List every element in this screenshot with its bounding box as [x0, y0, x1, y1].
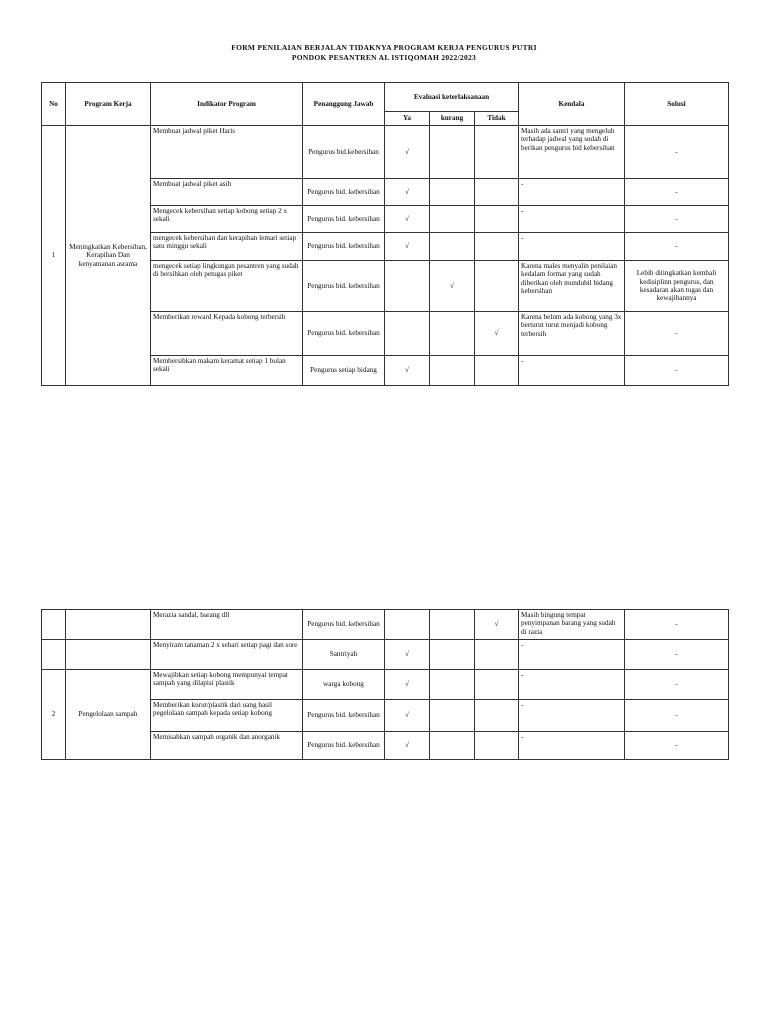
header-row [42, 83, 729, 112]
penanggung-jawab-cell: Pengurus bid. kebersihan [303, 261, 385, 312]
solusi-cell: - [625, 179, 729, 206]
kendala-cell: - [519, 356, 625, 386]
evaluation-table-page1 [41, 82, 729, 386]
kurang-check-cell [430, 312, 475, 356]
ya-check-cell [385, 312, 430, 356]
ya-check-cell: √ [385, 732, 430, 760]
header-penanggung-jawab: Penanggung Jawab [303, 83, 385, 126]
kendala-cell: - [519, 700, 625, 732]
penanggung-jawab-cell: warga kobong [303, 670, 385, 700]
program-kerja-cell: Pengelolaan sampah [66, 670, 151, 760]
tidak-check-cell [475, 233, 519, 261]
indikator-cell: Mengecek kebersihan setiap kobong setiap 2 x sekali [151, 206, 303, 233]
tidak-check-cell [475, 126, 519, 179]
kurang-check-cell [430, 233, 475, 261]
header-program: Program Kerja [66, 83, 151, 126]
kurang-check-cell [430, 206, 475, 233]
solusi-cell: - [625, 126, 729, 179]
solusi-cell: - [625, 233, 729, 261]
kendala-cell: - [519, 670, 625, 700]
solusi-cell: - [625, 732, 729, 760]
indikator-cell: mengecek kebersihan dan kerapihan lemari setiap satu minggu sekali [151, 233, 303, 261]
penanggung-jawab-cell: Pengurus bid. kebersihan [303, 312, 385, 356]
tidak-check-cell: √ [475, 312, 519, 356]
ya-check-cell: √ [385, 700, 430, 732]
tidak-check-cell [475, 261, 519, 312]
table-row [42, 126, 729, 179]
header-kurang: kurang [430, 112, 475, 126]
indikator-cell: Membuat jadwal piket Haris [151, 126, 303, 179]
kurang-check-cell [430, 670, 475, 700]
program-kerja-cell [66, 610, 151, 640]
kurang-check-cell [430, 640, 475, 670]
table-row [42, 670, 729, 700]
kurang-check-cell [430, 126, 475, 179]
kurang-check-cell [430, 179, 475, 206]
tidak-check-cell [475, 670, 519, 700]
row-number-cell [42, 610, 66, 640]
table-row [42, 610, 729, 640]
tidak-check-cell [475, 356, 519, 386]
ya-check-cell: √ [385, 640, 430, 670]
kendala-cell: - [519, 206, 625, 233]
header-no: No [42, 83, 66, 126]
indikator-cell: Merazia sandal, barang dll [151, 610, 303, 640]
solusi-cell: - [625, 640, 729, 670]
penanggung-jawab-cell: Pengurus bid. kebersihan [303, 179, 385, 206]
tidak-check-cell [475, 179, 519, 206]
form-title-line1: FORM PENILAIAN BERJALAN TIDAKNYA PROGRAM KERJA PENGURUS PUTRI [231, 43, 537, 52]
row-number-cell: 1 [42, 126, 66, 386]
ya-check-cell [385, 261, 430, 312]
header-tidak: Tidak [475, 112, 519, 126]
indikator-cell: mengecek setiap lingkungan pesantren yang sudah di bersihkan oleh petugas piket [151, 261, 303, 312]
row-number-cell: 2 [42, 670, 66, 760]
table-row [42, 640, 729, 670]
kendala-cell: Karena males menyalin penilaian kedalam format yang sudah diberikan oleh mundubil bidang kebersihan [519, 261, 625, 312]
header-kendala: Kendala [519, 83, 625, 126]
kurang-check-cell [430, 356, 475, 386]
solusi-cell: Lebih ditingkatkan kembali kedisiplinn pengurus, dan kesadaran akan tugas dan kewajibannya [625, 261, 729, 312]
solusi-cell: - [625, 356, 729, 386]
penanggung-jawab-cell: Pengurus setiap bidang [303, 356, 385, 386]
indikator-cell: Memberikan kurut/plastik dari uang hasil pegelolaan sampah kepada setiap kobong [151, 700, 303, 732]
solusi-cell: - [625, 312, 729, 356]
penanggung-jawab-cell: Pengurus bid. kebersihan [303, 732, 385, 760]
indikator-cell: Menyiram tanaman 2 x sehari setiap pagi dan sore [151, 640, 303, 670]
ya-check-cell: √ [385, 670, 430, 700]
indikator-cell: Membersihkan makam keramat setiap 1 bulan sekali [151, 356, 303, 386]
kurang-check-cell [430, 610, 475, 640]
kendala-cell: Masih ada santri yang mengeluh terhadap jadwal yang sudah di berikan pengurus bid kebersihan [519, 126, 625, 179]
kendala-cell: - [519, 233, 625, 261]
tidak-check-cell [475, 640, 519, 670]
kurang-check-cell [430, 700, 475, 732]
kendala-cell: - [519, 732, 625, 760]
ya-check-cell: √ [385, 126, 430, 179]
penanggung-jawab-cell: Pengurus bid. kebersihan [303, 700, 385, 732]
kendala-cell: - [519, 640, 625, 670]
penanggung-jawab-cell: Pengurus bid. kebersihan [303, 610, 385, 640]
header-ya: Ya [385, 112, 430, 126]
tidak-check-cell [475, 700, 519, 732]
kurang-check-cell [430, 732, 475, 760]
tidak-check-cell [475, 206, 519, 233]
indikator-cell: Mewajibkan setiap kobong mempunyai tempat sampah yang dilapisi plastik [151, 670, 303, 700]
tidak-check-cell [475, 732, 519, 760]
indikator-cell: Memberikan reward Kepada kobong terbersih [151, 312, 303, 356]
indikator-cell: Membuat jadwal piket asih [151, 179, 303, 206]
kendala-cell: - [519, 179, 625, 206]
solusi-cell: - [625, 670, 729, 700]
tidak-check-cell: √ [475, 610, 519, 640]
penanggung-jawab-cell: Pengurus bid. kebersihan [303, 233, 385, 261]
program-kerja-cell: Meningkatkan Kebersihan, Kerapihan Dan kenyamanan asrama [66, 126, 151, 386]
kurang-check-cell: √ [430, 261, 475, 312]
ya-check-cell: √ [385, 356, 430, 386]
program-kerja-cell [66, 640, 151, 670]
kendala-cell: Karena belum ada kobong yang 3x berturut turut menjadi kobong terbersih [519, 312, 625, 356]
row-number-cell [42, 640, 66, 670]
solusi-cell: - [625, 610, 729, 640]
header-evaluasi: Evaluasi keterlaksanaan [385, 83, 519, 112]
header-indikator: Indikator Program [151, 83, 303, 126]
ya-check-cell [385, 610, 430, 640]
kendala-cell: Masih bingung tempat penyimpanan barang yang sudah di razia [519, 610, 625, 640]
ya-check-cell: √ [385, 179, 430, 206]
penanggung-jawab-cell: Pengurus bid. kebersihan [303, 206, 385, 233]
solusi-cell: - [625, 700, 729, 732]
header-solusi: Solusi [625, 83, 729, 126]
penanggung-jawab-cell: Pengurus bid.kebersihan [303, 126, 385, 179]
ya-check-cell: √ [385, 206, 430, 233]
solusi-cell: - [625, 206, 729, 233]
penanggung-jawab-cell: Santriyah [303, 640, 385, 670]
indikator-cell: Memisahkan sampah organik dan anorganik [151, 732, 303, 760]
evaluation-table-page2 [41, 609, 729, 760]
ya-check-cell: √ [385, 233, 430, 261]
form-title-line2: PONDOK PESANTREN AL ISTIQOMAH 2022/2023 [291, 53, 477, 62]
